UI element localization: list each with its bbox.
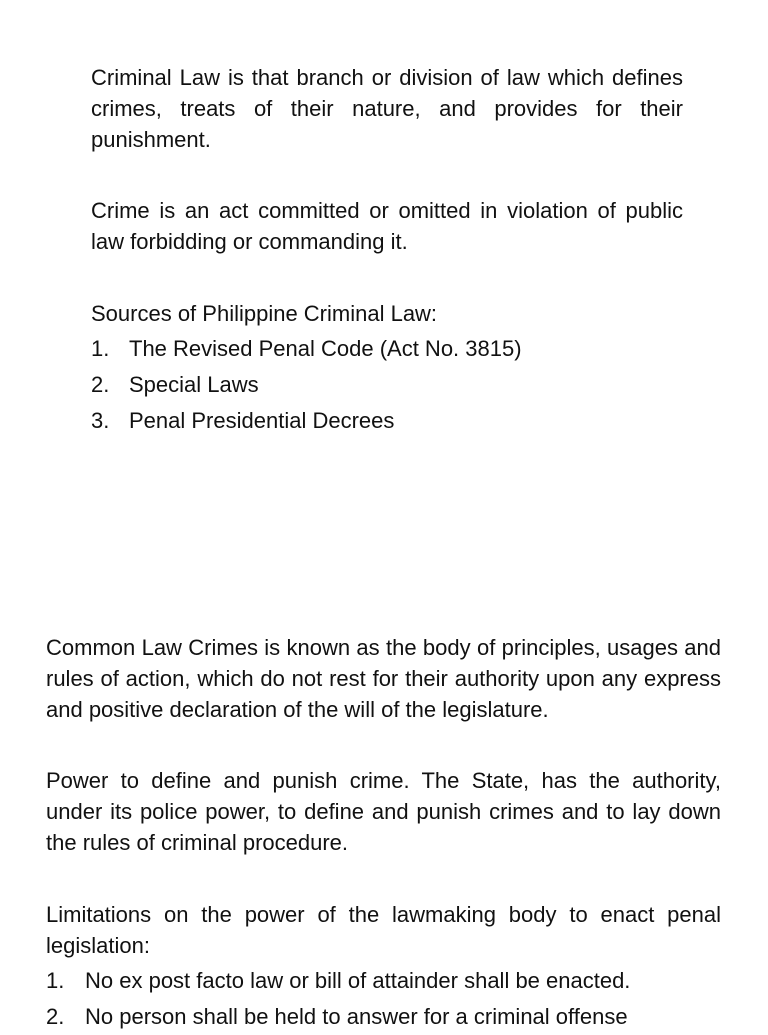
crime-definition: Crime is an act committed or omitted in violation of public law forbidding or commanding it.: [91, 198, 683, 254]
crime-definition-block: [91, 195, 683, 257]
limitations-block: [46, 899, 721, 1035]
list-number: 3.: [91, 408, 110, 433]
list-item-text: No person shall be held to answer for a criminal offense: [85, 1004, 628, 1029]
list-number: 2.: [46, 1004, 65, 1029]
limitations-heading: Limitations on the power of the lawmaking body to enact penal legislation:: [46, 902, 721, 958]
list-item: [91, 367, 683, 403]
list-item-text: Special Laws: [129, 372, 259, 397]
slide-1-text: [91, 62, 683, 155]
list-item: [91, 403, 683, 439]
list-item-text: Penal Presidential Decrees: [129, 408, 395, 433]
common-law-block: [46, 632, 721, 725]
criminal-law-definition: Criminal Law is that branch or division of law which defines crimes, treats of their nature, and provides for their punishment.: [91, 65, 683, 152]
limitations-list: [46, 963, 721, 1035]
sources-block: [91, 298, 683, 439]
list-item: [46, 999, 721, 1035]
list-number: 2.: [91, 372, 110, 397]
sources-heading: Sources of Philippine Criminal Law:: [91, 301, 438, 326]
power-block: [46, 765, 721, 858]
list-item: [46, 963, 721, 999]
power-to-define: Power to define and punish crime. The State, has the authority, under its police power, to define and punish crimes and to lay down the rules of criminal procedure.: [46, 768, 721, 855]
list-number: 1.: [91, 336, 110, 361]
list-number: 1.: [46, 968, 65, 993]
list-item-text: No ex post facto law or bill of attainder shall be enacted.: [85, 968, 631, 993]
list-item: [91, 331, 683, 367]
list-item-text: The Revised Penal Code (Act No. 3815): [129, 336, 522, 361]
sources-list: [91, 331, 683, 439]
common-law-crimes: Common Law Crimes is known as the body of principles, usages and rules of action, which do not rest for their authority upon any express and positive declaration of the will of the legislature.: [46, 635, 721, 722]
